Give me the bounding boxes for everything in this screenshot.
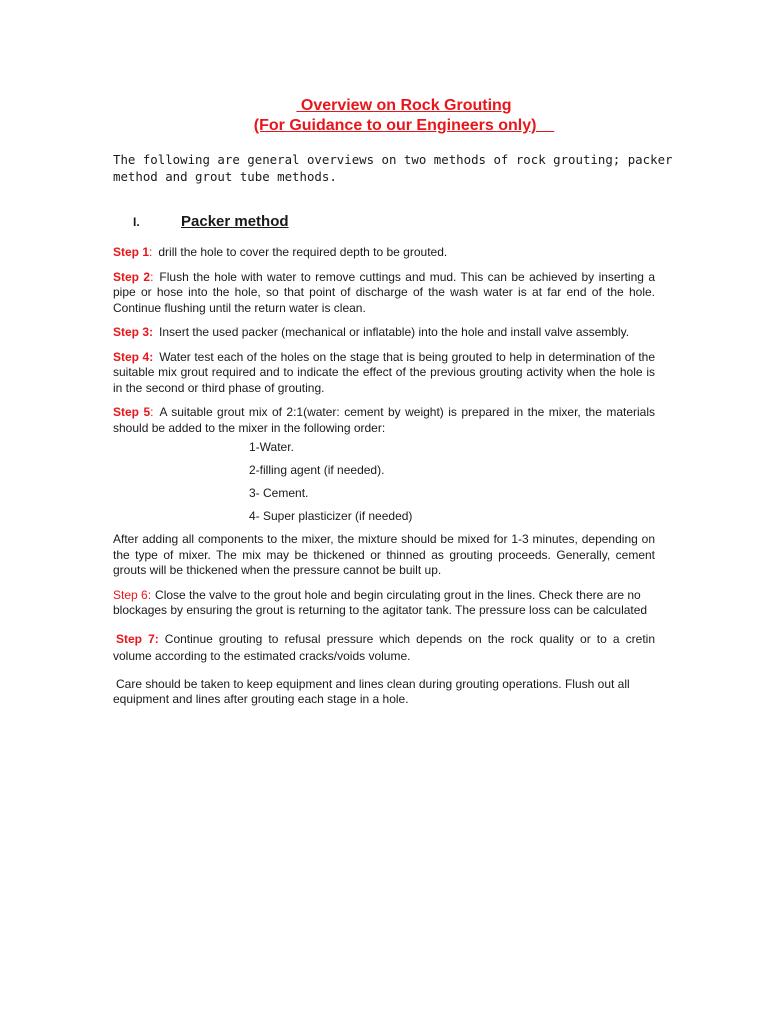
mix-order-list [113, 440, 655, 524]
intro-paragraph: The following are general overviews on two methods of rock grouting; packer method and grout tube methods. [113, 152, 673, 184]
step-1-text: drill the hole to cover the required depth to be grouted. [158, 245, 448, 259]
list-item: 1-Water. [249, 440, 294, 454]
closing-paragraph [113, 677, 655, 708]
document-subtitle: (For Guidance to our Engineers only) [253, 117, 555, 134]
step-5-label: Step 5 [113, 405, 151, 419]
step-1-label: Step 1 [113, 245, 150, 259]
after-mix-paragraph: After adding all components to the mixer, the mixture should be mixed for 1-3 minutes, depending on the type of mixer. The mix may be thickened or thinned as grouting proceeds. Generally, cement grouts will be thickened when the pressure cannot be built up. [113, 532, 655, 577]
document-title: Overview on Rock Grouting [296, 97, 512, 114]
list-item: 2-filling agent (if needed). [249, 463, 385, 477]
step-2-text: Flush the hole with water to remove cuttings and mud. This can be achieved by inserting a pipe or hose into the hole, so that point of discharge of the wash water is at far end of the hole. Continue flushing until the return water is clean. [113, 269, 655, 315]
step-5-separator: : [150, 405, 154, 419]
step-2-label: Step 2 [113, 269, 151, 284]
step-6-text: Close the valve to the grout hole and begin circulating grout in the lines. Check there are no blockages by ensuring the grout is returning to the agitator tank. The pressure loss can be calculated [113, 587, 648, 617]
step-4-paragraph [113, 350, 655, 397]
list-item: 4- Super plasticizer (if needed) [249, 509, 413, 523]
step-6-separator: : [147, 587, 152, 602]
step-3-paragraph [113, 325, 655, 341]
steps-body [113, 245, 655, 717]
closing-text: Care should be taken to keep equipment and lines clean during grouting operations. Flush out all equipment and lines after grouting each stage in a hole. [113, 676, 630, 706]
step-3-text: Insert the used packer (mechanical or inflatable) into the hole and install valve assembly. [159, 325, 630, 339]
step-1-separator: : [149, 245, 153, 259]
step-2-paragraph [113, 270, 655, 317]
step-5-paragraph [113, 405, 655, 436]
section-heading [133, 213, 289, 230]
step-7-paragraph [113, 631, 655, 665]
section-number: I. [133, 215, 140, 229]
step-7-label: Step 7: [116, 631, 159, 646]
section-title: Packer method [181, 213, 289, 230]
step-2-separator: : [150, 269, 154, 284]
step-6-label: Step 6 [113, 587, 148, 602]
step-6-paragraph [113, 588, 655, 619]
step-3-label: Step 3: [113, 325, 154, 339]
step-1-paragraph [113, 245, 655, 261]
step-5-text: A suitable grout mix of 2:1(water: cement by weight) is prepared in the mixer, the materials should be added to the mixer in the following order: [113, 405, 655, 435]
step-4-label: Step 4: [113, 349, 154, 364]
step-4-text: Water test each of the holes on the stage that is being grouted to help in determination of the suitable mix grout required and to indicate the effect of the previous grouting activity when the hole is in the second or third phase of grouting. [113, 349, 655, 395]
step-7-text: Continue grouting to refusal pressure which depends on the rock quality or to a cretin volume according to the estimated cracks/voids volume. [113, 631, 656, 663]
list-item: 3- Cement. [249, 486, 309, 500]
